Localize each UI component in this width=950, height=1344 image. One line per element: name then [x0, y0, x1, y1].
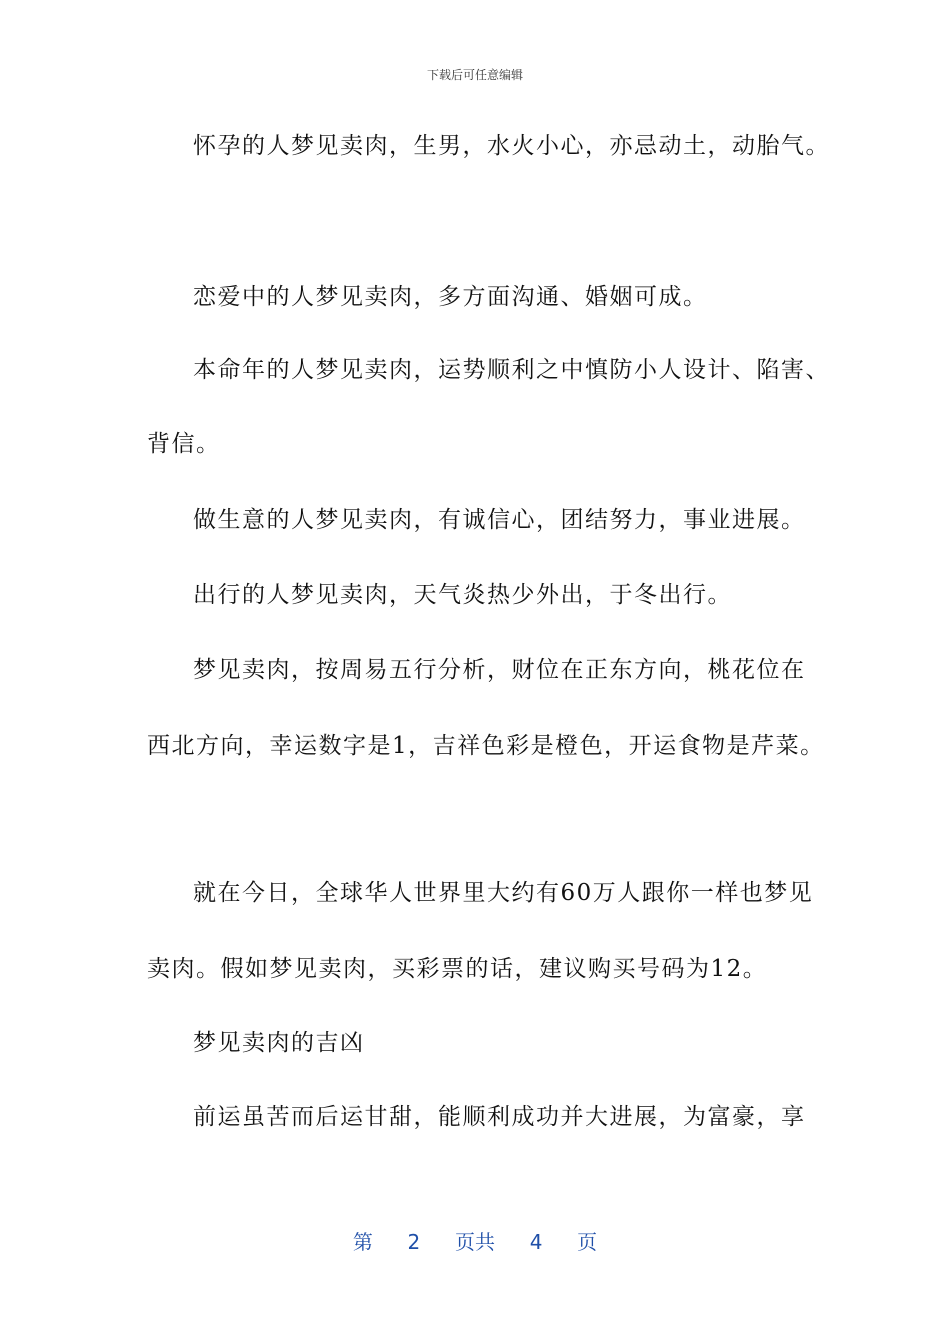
page-number: 2 [407, 1230, 421, 1254]
total-pages: 4 [529, 1230, 543, 1254]
paragraph-line: 就在今日，全球华人世界里大约有60万人跟你一样也梦见 [193, 880, 814, 906]
paragraph-line: 出行的人梦见卖肉，天气炎热少外出，于冬出行。 [193, 582, 732, 608]
page-footer [0, 1226, 950, 1255]
paragraph-line: 西北方向，幸运数字是1，吉祥色彩是橙色，开运食物是芹菜。 [147, 733, 825, 759]
page-suffix: 页 [577, 1230, 598, 1254]
header-note: 下载后可任意编辑 [426, 68, 523, 82]
section-heading: 梦见卖肉的吉凶 [193, 1030, 365, 1056]
paragraph-line: 前运虽苦而后运甘甜，能顺利成功并大进展，为富豪，享 [193, 1104, 806, 1130]
paragraph-line: 卖肉。假如梦见卖肉，买彩票的话，建议购买号码为12。 [147, 956, 768, 982]
page-middle: 页共 [455, 1230, 495, 1254]
paragraph-line: 梦见卖肉，按周易五行分析，财位在正东方向，桃花位在 [193, 657, 806, 683]
paragraph-line: 恋爱中的人梦见卖肉，多方面沟通、婚姻可成。 [193, 284, 708, 310]
paragraph-line: 背信。 [147, 431, 221, 457]
paragraph-line: 本命年的人梦见卖肉，运势顺利之中慎防小人设计、陷害、 [193, 357, 830, 383]
paragraph-line: 做生意的人梦见卖肉，有诚信心，团结努力，事业进展。 [193, 507, 806, 533]
page-prefix: 第 [352, 1230, 373, 1254]
paragraph-line: 怀孕的人梦见卖肉，生男，水火小心，亦忌动土，动胎气。 [193, 133, 830, 159]
